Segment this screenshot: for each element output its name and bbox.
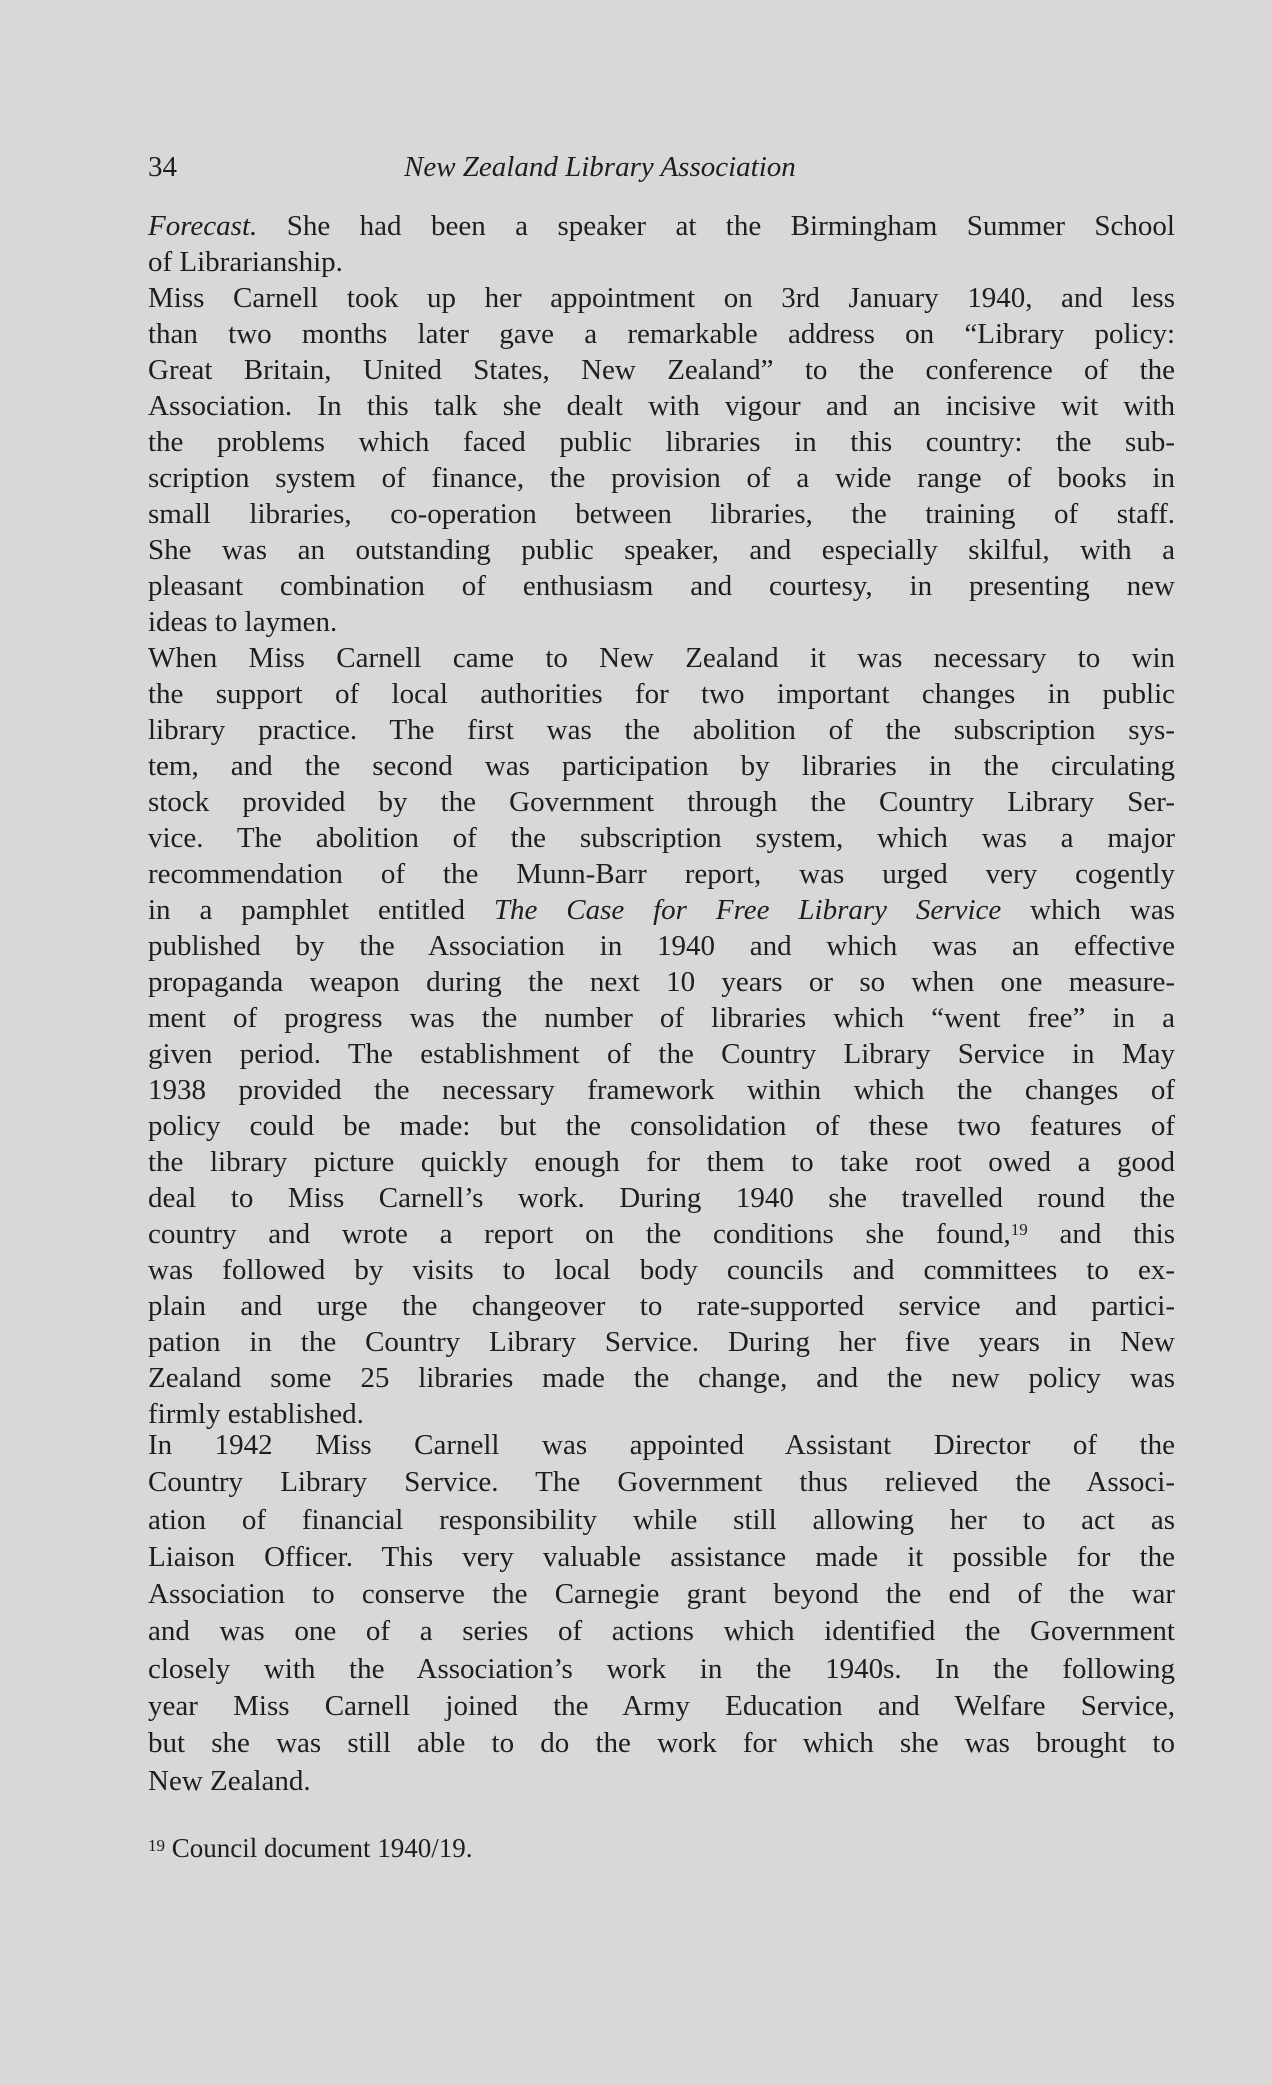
text-segment: Great Britain, United States, New Zealand” to the conference of the [148, 354, 1175, 386]
text-line [148, 1725, 1175, 1762]
text-segment: stock provided by the Government through the Country Library Ser- [148, 786, 1175, 818]
paragraph [148, 208, 1175, 280]
text-segment: which was [1001, 894, 1175, 926]
text-line [148, 1688, 1175, 1725]
paragraph [148, 280, 1175, 640]
text-segment: Association to conserve the Carnegie grant beyond the end of the war [148, 1578, 1175, 1611]
text-line [148, 784, 1175, 820]
text-segment: firmly established. [148, 1398, 364, 1430]
text-line [148, 1763, 1175, 1800]
text-line [148, 1180, 1175, 1216]
text-segment: in a pamphlet entitled [148, 894, 494, 926]
text-segment: When Miss Carnell came to New Zealand it was necessary to win [148, 642, 1175, 674]
text-line [148, 1144, 1175, 1180]
text-segment: deal to Miss Carnell’s work. During 1940 she travelled round the [148, 1182, 1175, 1214]
text-segment: Zealand some 25 libraries made the change, and the new policy was [148, 1362, 1175, 1394]
text-segment: closely with the Association’s work in the 1940s. In the following [148, 1652, 1175, 1685]
text-segment: plain and urge the changeover to rate-supported service and partici- [148, 1290, 1175, 1322]
text-segment: and this [1027, 1218, 1175, 1250]
italic-text: The Case for Free Library Service [493, 894, 1002, 926]
text-segment: ment of progress was the number of libraries which “went free” in a [148, 1002, 1175, 1034]
text-line [148, 640, 1175, 676]
text-line [148, 820, 1175, 856]
text-line [148, 1000, 1175, 1036]
text-line [148, 352, 1175, 388]
text-segment: the library picture quickly enough for them to take root owed a good [148, 1146, 1175, 1178]
text-line [148, 208, 1175, 244]
text-line [148, 1613, 1175, 1650]
text-segment: 1938 provided the necessary framework within which the changes of [148, 1074, 1175, 1106]
text-segment: Liaison Officer. This very valuable assistance made it possible for the [148, 1540, 1175, 1573]
text-segment: country and wrote a report on the conditions she found, [148, 1218, 1011, 1250]
text-segment: ideas to laymen. [148, 606, 338, 638]
text-segment: and was one of a series of actions which identified the Government [148, 1615, 1175, 1648]
text-segment: In 1942 Miss Carnell was appointed Assistant Director of the [148, 1429, 1175, 1461]
text-segment: She had been a speaker at the Birmingham Summer School [257, 210, 1175, 242]
text-line [148, 856, 1175, 892]
text-segment: policy could be made: but the consolidation of these two features of [148, 1110, 1175, 1142]
italic-text: Forecast. [148, 210, 258, 242]
text-segment: propaganda weapon during the next 10 years or so when one measure- [148, 966, 1175, 998]
page-number: 34 [148, 151, 177, 183]
paragraph [148, 640, 1175, 1432]
text-segment: the support of local authorities for two important changes in public [148, 678, 1175, 710]
text-line [148, 892, 1175, 928]
text-line [148, 1651, 1175, 1688]
text-segment: the problems which faced public libraries in this country: the sub- [148, 426, 1175, 458]
text-segment: library practice. The first was the abolition of the subscription sys- [148, 714, 1175, 746]
text-line [148, 532, 1175, 568]
text-segment: small libraries, co-operation between libraries, the training of staff. [148, 498, 1175, 530]
footnote [148, 1827, 472, 1867]
text-segment: pleasant combination of enthusiasm and courtesy, in presenting new [148, 570, 1175, 602]
text-line [148, 1464, 1175, 1501]
text-line [148, 1108, 1175, 1144]
text-segment: published by the Association in 1940 and which was an effective [148, 930, 1175, 962]
text-line [148, 1288, 1175, 1324]
footnote-reference: 19 [1010, 1220, 1028, 1239]
text-line [148, 964, 1175, 1000]
text-line [148, 496, 1175, 532]
text-line [148, 1324, 1175, 1360]
text-line [148, 1427, 1175, 1464]
text-line [148, 424, 1175, 460]
text-segment: but she was still able to do the work for which she was brought to [148, 1727, 1175, 1760]
text-line [148, 1036, 1175, 1072]
text-segment: was followed by visits to local body councils and committees to ex- [148, 1254, 1175, 1286]
text-line [148, 244, 1175, 280]
text-line [148, 1576, 1175, 1613]
text-segment: vice. The abolition of the subscription system, which was a major [148, 822, 1175, 854]
text-segment: given period. The establishment of the Country Library Service in May [148, 1038, 1175, 1070]
footnote-marker: 19 [148, 1836, 165, 1855]
text-segment: Country Library Service. The Government thus relieved the Associ- [148, 1466, 1175, 1499]
text-segment: ation of financial responsibility while still allowing her to act as [148, 1503, 1175, 1536]
text-line [148, 1502, 1175, 1539]
text-line [148, 1216, 1175, 1252]
text-line [148, 928, 1175, 964]
text-segment: than two months later gave a remarkable address on “Library policy: [148, 318, 1175, 350]
text-line [148, 316, 1175, 352]
text-line [148, 280, 1175, 316]
text-segment: She was an outstanding public speaker, and especially skilful, with a [148, 534, 1175, 566]
text-line [148, 1360, 1175, 1396]
paragraph [148, 1427, 1175, 1800]
text-line [148, 1252, 1175, 1288]
text-line [148, 676, 1175, 712]
text-segment: recommendation of the Munn-Barr report, was urged very cogently [148, 858, 1175, 890]
text-segment: of Librarianship. [148, 246, 343, 278]
text-line [148, 712, 1175, 748]
text-segment: Association. In this talk she dealt with vigour and an incisive wit with [148, 390, 1175, 422]
text-segment: New Zealand. [148, 1764, 311, 1797]
text-line [148, 388, 1175, 424]
text-line [148, 1539, 1175, 1576]
text-line [148, 1072, 1175, 1108]
text-segment: scription system of finance, the provision of a wide range of books in [148, 462, 1175, 494]
text-segment: tem, and the second was participation by libraries in the circulating [148, 750, 1175, 782]
text-segment: pation in the Country Library Service. During her five years in New [148, 1326, 1175, 1358]
text-line [148, 460, 1175, 496]
text-line [148, 568, 1175, 604]
text-line [148, 604, 1175, 640]
text-segment: year Miss Carnell joined the Army Education and Welfare Service, [148, 1690, 1175, 1723]
text-line [148, 748, 1175, 784]
footnote-text: Council document 1940/19. [171, 1833, 473, 1863]
running-title: New Zealand Library Association [404, 151, 796, 183]
text-segment: Miss Carnell took up her appointment on 3rd January 1940, and less [148, 282, 1175, 314]
